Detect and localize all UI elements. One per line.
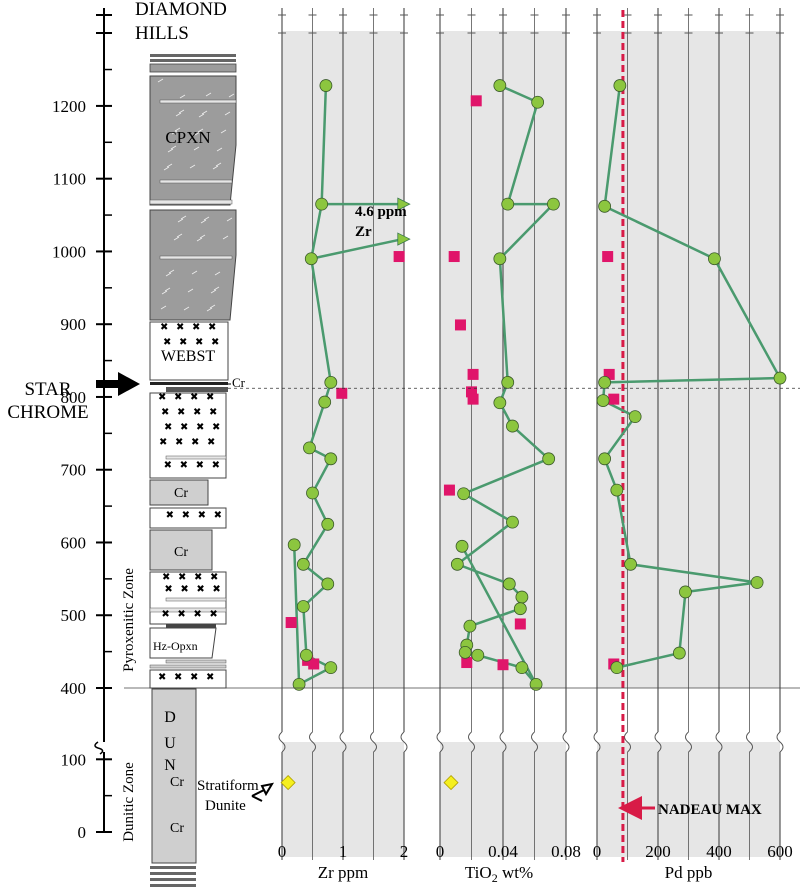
data-square bbox=[602, 251, 613, 262]
data-circle bbox=[673, 647, 685, 659]
cr-label-lower: Cr bbox=[174, 545, 188, 560]
zr-annotation-line2: Zr bbox=[355, 224, 372, 240]
depth-axis bbox=[95, 8, 104, 832]
data-circle bbox=[459, 646, 471, 658]
webst-cross: ✖ bbox=[160, 322, 169, 333]
webst-cross: ✖ bbox=[165, 510, 174, 521]
cpxn-label: CPXN bbox=[165, 128, 211, 147]
webst-cross: ✖ bbox=[177, 407, 186, 418]
nadeau-max-label: NADEAU MAX bbox=[658, 802, 762, 818]
data-circle bbox=[316, 198, 328, 210]
data-circle bbox=[503, 578, 515, 590]
x-tick-label: 2 bbox=[399, 842, 409, 861]
x-axis-label: Zr ppm bbox=[317, 863, 369, 882]
panel-tio2 bbox=[432, 8, 581, 885]
data-circle bbox=[288, 539, 300, 551]
data-circle bbox=[516, 662, 528, 674]
cpxn-band bbox=[150, 200, 232, 204]
data-circle bbox=[597, 395, 609, 407]
webst-cross: ✖ bbox=[159, 437, 168, 448]
data-square bbox=[471, 95, 482, 106]
webst-cross: ✖ bbox=[210, 572, 219, 583]
zr-annotation-line1: 4.6 ppm bbox=[355, 204, 407, 220]
strat-column bbox=[150, 54, 246, 887]
webst-cross: ✖ bbox=[206, 392, 215, 403]
data-circle bbox=[325, 376, 337, 388]
depth-tick-label: 500 bbox=[60, 606, 86, 626]
data-circle bbox=[303, 442, 315, 454]
chromitite-layer bbox=[150, 382, 228, 385]
x-tick-label: 0 bbox=[435, 842, 445, 861]
webst-cross: ✖ bbox=[190, 392, 199, 403]
data-circle bbox=[300, 649, 312, 661]
cpxn-band bbox=[160, 256, 232, 259]
data-circle bbox=[506, 516, 518, 528]
data-circle bbox=[774, 372, 786, 384]
webst-cross: ✖ bbox=[195, 460, 204, 471]
star-chrome-line2: CHROME bbox=[7, 402, 89, 423]
webst-cross: ✖ bbox=[211, 337, 220, 348]
webst-cross: ✖ bbox=[209, 609, 218, 620]
webst-cross: ✖ bbox=[174, 672, 183, 683]
panels bbox=[274, 8, 793, 885]
data-circle bbox=[458, 488, 470, 500]
webst-cross: ✖ bbox=[193, 609, 202, 620]
data-circle bbox=[514, 603, 526, 615]
data-circle bbox=[494, 397, 506, 409]
cpxn-unit-lower bbox=[150, 210, 236, 320]
data-square bbox=[608, 394, 619, 405]
webst-cross: ✖ bbox=[211, 460, 220, 471]
data-circle bbox=[472, 649, 484, 661]
data-circle bbox=[305, 253, 317, 265]
cpxn-band bbox=[160, 180, 232, 183]
webst-cross: ✖ bbox=[191, 437, 200, 448]
webst-cross: ✖ bbox=[207, 437, 216, 448]
data-square bbox=[449, 251, 460, 262]
data-circle bbox=[325, 453, 337, 465]
webst-cross: ✖ bbox=[197, 510, 206, 521]
column-base-band bbox=[150, 878, 196, 881]
webst-label: WEBST bbox=[160, 348, 216, 365]
depth-tick-label: 900 bbox=[60, 315, 86, 335]
data-circle bbox=[319, 396, 331, 408]
data-circle bbox=[464, 620, 476, 632]
x-tick-label: 400 bbox=[706, 842, 732, 861]
data-circle bbox=[599, 376, 611, 388]
x-tick-label: 0.04 bbox=[488, 842, 518, 861]
data-circle bbox=[530, 678, 542, 690]
column-base-band bbox=[150, 866, 196, 869]
webst-cross: ✖ bbox=[163, 460, 172, 471]
webst-cross: ✖ bbox=[212, 584, 221, 595]
x-tick-label: 1 bbox=[338, 842, 348, 861]
x-tick-label: 0.08 bbox=[551, 842, 581, 861]
webst-cross: ✖ bbox=[163, 337, 172, 348]
data-square bbox=[444, 485, 455, 496]
webst-cross: ✖ bbox=[164, 584, 173, 595]
data-circle bbox=[629, 411, 641, 423]
webst-cross: ✖ bbox=[181, 510, 190, 521]
data-circle bbox=[679, 586, 691, 598]
data-circle bbox=[599, 453, 611, 465]
webst-cross: ✖ bbox=[190, 672, 199, 683]
data-circle bbox=[451, 558, 463, 570]
webst-cross: ✖ bbox=[176, 322, 185, 333]
webst-cross: ✖ bbox=[208, 322, 217, 333]
column-top-band bbox=[150, 64, 236, 72]
data-circle bbox=[456, 540, 468, 552]
webst-band bbox=[166, 456, 226, 459]
webst-band bbox=[166, 660, 226, 663]
x-axis-label: TiO$_2$ wt% bbox=[464, 863, 534, 885]
location-label-line2: HILLS bbox=[135, 23, 189, 44]
cr-label-dunite-2: Cr bbox=[170, 821, 184, 836]
panel-zr bbox=[274, 8, 412, 882]
column-base-band bbox=[150, 884, 196, 887]
data-circle bbox=[293, 678, 305, 690]
webst-cross: ✖ bbox=[209, 407, 218, 418]
webst-cross: ✖ bbox=[213, 510, 222, 521]
data-square bbox=[455, 319, 466, 330]
data-circle bbox=[297, 601, 309, 613]
cpxn-band bbox=[160, 100, 236, 103]
cr-label-dunite-1: Cr bbox=[170, 775, 184, 790]
depth-tick-label: 600 bbox=[60, 533, 86, 553]
webst-band bbox=[166, 598, 226, 601]
data-circle bbox=[516, 591, 528, 603]
hz-opxn-label: Hz-Opxn bbox=[153, 639, 198, 653]
star-chrome-arrow bbox=[96, 372, 140, 396]
x-tick-label: 200 bbox=[645, 842, 671, 861]
column-top-band bbox=[150, 59, 236, 62]
data-circle bbox=[611, 484, 623, 496]
data-circle bbox=[494, 253, 506, 265]
depth-tick-label: 400 bbox=[60, 679, 86, 698]
x-tick-label: 0 bbox=[592, 842, 602, 861]
webst-cross: ✖ bbox=[180, 584, 189, 595]
star-chrome-line1: STAR bbox=[24, 379, 72, 400]
webst-cross: ✖ bbox=[196, 422, 205, 433]
data-circle bbox=[625, 558, 637, 570]
data-circle bbox=[543, 453, 555, 465]
depth-tick-label: 1000 bbox=[52, 242, 86, 262]
webst-cross: ✖ bbox=[206, 672, 215, 683]
depth-tick-label: 800 bbox=[60, 387, 86, 407]
webst-cross: ✖ bbox=[212, 422, 221, 433]
dun-letter-d: D bbox=[164, 709, 176, 726]
webst-cross: ✖ bbox=[193, 407, 202, 418]
data-square bbox=[394, 251, 405, 262]
dun-letter-n: N bbox=[164, 757, 176, 774]
webst-cross: ✖ bbox=[164, 422, 173, 433]
data-circle bbox=[751, 576, 763, 588]
location-label-line1: DIAMOND bbox=[135, 0, 227, 20]
data-circle bbox=[611, 662, 623, 674]
webst-cross: ✖ bbox=[179, 337, 188, 348]
cr-label-upper: Cr bbox=[174, 486, 188, 501]
data-circle bbox=[614, 80, 626, 92]
column-base-band bbox=[150, 872, 196, 875]
webst-cross: ✖ bbox=[162, 572, 171, 583]
x-tick-label: 600 bbox=[767, 842, 793, 861]
webst-cross: ✖ bbox=[161, 609, 170, 620]
stratiform-label-line2: Dunite bbox=[205, 798, 246, 814]
depth-tick-label: 0 bbox=[77, 823, 86, 842]
dunitic-zone-label: Dunitic Zone bbox=[121, 762, 137, 842]
data-square bbox=[515, 618, 526, 629]
pyroxenitic-zone-label: Pyroxenitic Zone bbox=[121, 568, 137, 672]
data-circle bbox=[532, 96, 544, 108]
data-square bbox=[468, 369, 479, 380]
webst-cross: ✖ bbox=[196, 584, 205, 595]
data-circle bbox=[307, 487, 319, 499]
webst-cross: ✖ bbox=[180, 422, 189, 433]
data-circle bbox=[599, 200, 611, 212]
data-square bbox=[461, 657, 472, 668]
webst-cross: ✖ bbox=[194, 572, 203, 583]
cr-label-star: Cr bbox=[232, 375, 245, 390]
webst-cross: ✖ bbox=[195, 337, 204, 348]
webst-cross: ✖ bbox=[177, 609, 186, 620]
data-square bbox=[286, 617, 297, 628]
data-circle bbox=[297, 558, 309, 570]
data-circle bbox=[322, 518, 334, 530]
webst-cross: ✖ bbox=[158, 672, 167, 683]
webst-cross: ✖ bbox=[175, 437, 184, 448]
data-circle bbox=[325, 662, 337, 674]
depth-tick-label: 100 bbox=[60, 750, 86, 770]
data-circle bbox=[494, 80, 506, 92]
data-circle bbox=[502, 376, 514, 388]
webst-cross: ✖ bbox=[178, 572, 187, 583]
webst-band bbox=[150, 665, 226, 668]
chromitite-layer bbox=[166, 624, 216, 628]
data-circle bbox=[502, 198, 514, 210]
depth-tick-label: 1200 bbox=[52, 96, 86, 116]
webst-cross: ✖ bbox=[158, 392, 167, 403]
stratiform-label-line1: Stratiform bbox=[197, 778, 259, 794]
data-square bbox=[498, 659, 509, 670]
data-circle bbox=[506, 420, 518, 432]
data-circle bbox=[320, 80, 332, 92]
webst-cross: ✖ bbox=[192, 322, 201, 333]
column-top-band bbox=[150, 54, 236, 57]
x-axis-label: Pd ppb bbox=[664, 863, 713, 882]
data-circle bbox=[322, 578, 334, 590]
depth-tick-label: 1100 bbox=[52, 169, 86, 189]
panel-pd bbox=[589, 8, 793, 882]
dun-letter-u: U bbox=[164, 735, 176, 752]
depth-tick-label: 700 bbox=[60, 460, 86, 480]
webst-cross: ✖ bbox=[179, 460, 188, 471]
x-tick-label: 0 bbox=[277, 842, 287, 861]
data-circle bbox=[708, 253, 720, 265]
axis-break-mark bbox=[95, 742, 103, 754]
data-square bbox=[468, 394, 479, 405]
webst-cross: ✖ bbox=[174, 392, 183, 403]
data-square bbox=[336, 388, 347, 399]
data-circle bbox=[547, 198, 559, 210]
webst-cross: ✖ bbox=[161, 407, 170, 418]
